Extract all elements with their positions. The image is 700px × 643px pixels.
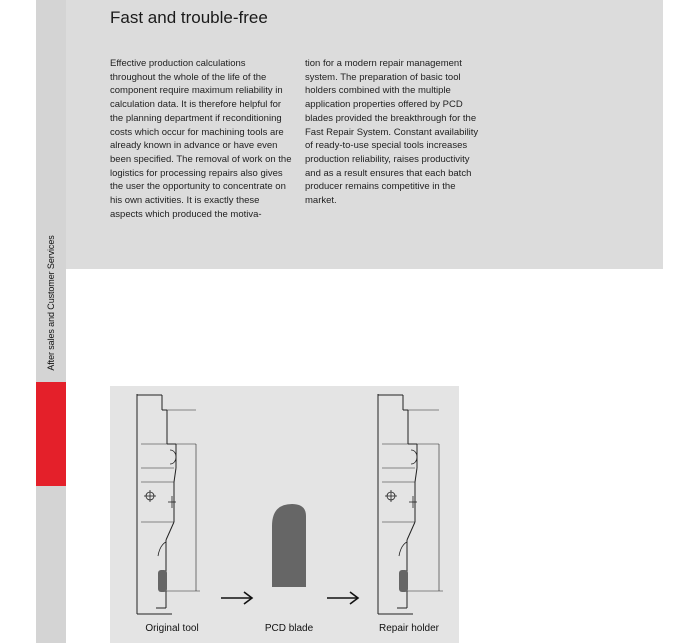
sidebar-section-label: After sales and Customer Services xyxy=(46,235,56,371)
sidebar-section-marker xyxy=(36,382,66,486)
pcd-blade-drawing xyxy=(272,504,306,587)
arrow-icon xyxy=(221,592,252,604)
repair-holder-drawing xyxy=(378,394,443,614)
original-tool-drawing xyxy=(137,394,200,614)
caption-original-tool: Original tool xyxy=(145,623,199,634)
original-tool-blade xyxy=(158,570,167,592)
repair-system-figure xyxy=(110,386,459,643)
tool-diagram xyxy=(110,386,459,643)
body-text-column-1: Effective production calculations throughout the whole of the life of the component require maximum reliability in calculation data. It is therefore helpful for the planning department if reconditioning costs which occur for machining tools are already known in advance or have even been specified. The removal of work on the logistics for processing repairs also gives the user the opportunity to concentrate on his own activities. It is exactly these aspects which produced the motiva- xyxy=(110,58,292,220)
page-title: Fast and trouble-free xyxy=(110,8,268,27)
caption-pcd-blade: PCD blade xyxy=(264,623,314,634)
arrow-icon xyxy=(327,592,358,604)
caption-repair-holder: Repair holder xyxy=(378,623,440,634)
body-text-column-2: tion for a modern repair management system. The preparation of basic tool holders combined with the multiple application properties offered by PCD blades provided the breakthrough for the Fast Repair System. Constant availability of ready-to-use special tools increases production reliability, raises productivity and as a result ensures that each batch producer remains competitive in the market. xyxy=(305,58,479,207)
repair-holder-blade xyxy=(399,570,408,592)
